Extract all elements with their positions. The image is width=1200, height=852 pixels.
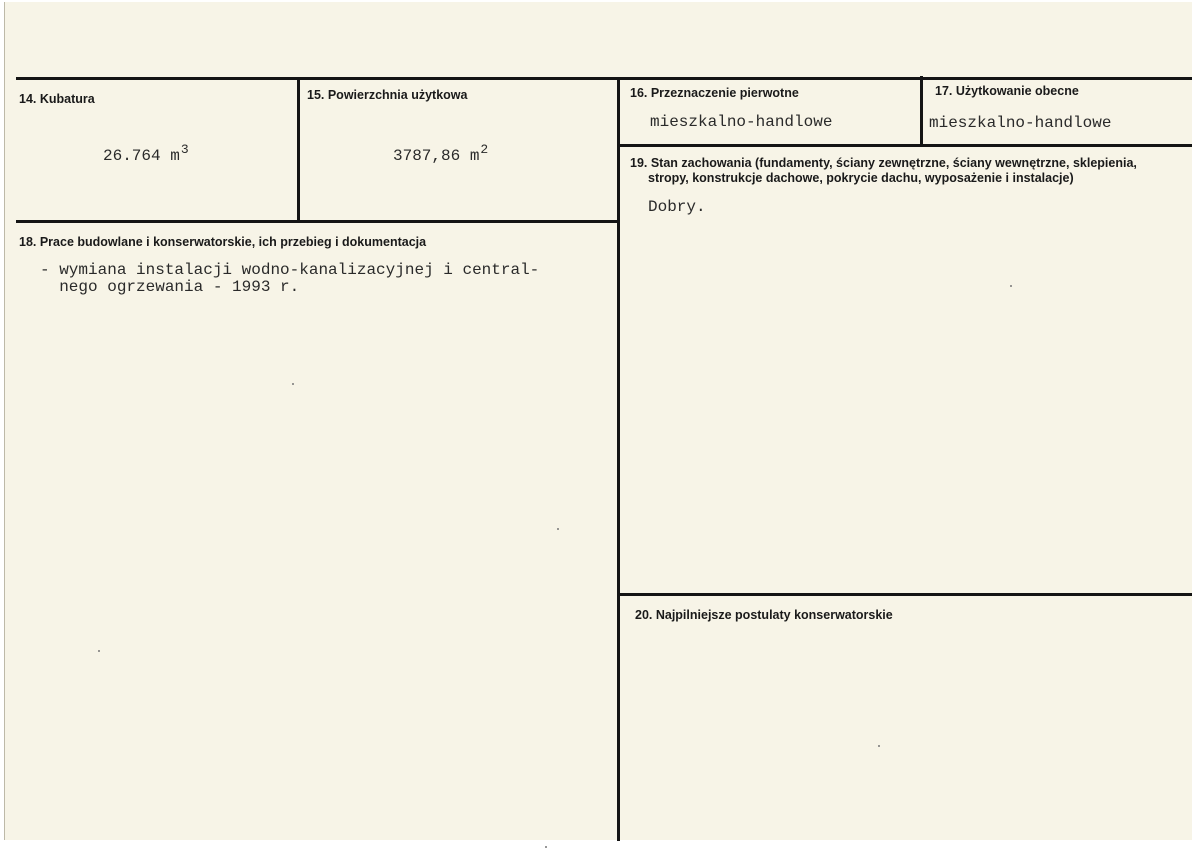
paper-speck (557, 528, 559, 530)
przeznaczenie-value: mieszkalno-handlowe (650, 113, 833, 131)
stan-label-line-2: stropy, konstrukcje dachowe, pokrycie dachu, wyposażenie i instalacje) (648, 171, 1074, 185)
prace-line-1: - wymiana instalacji wodno-kanalizacyjnej i central- (40, 261, 540, 279)
kubatura-value: 26.764 $m^3$ (103, 142, 189, 165)
prace-line-2: nego ogrzewania - 1993 r. (40, 278, 300, 296)
line-under-19 (619, 593, 1192, 596)
paper-speck (878, 745, 880, 747)
stan-label-line-1: 19. Stan zachowania (fundamenty, ściany zewnętrzne, ściany wewnętrzne, sklepienia, (630, 156, 1137, 170)
divider-14-15 (297, 79, 300, 222)
center-divider (617, 79, 620, 841)
paper-speck (545, 846, 547, 848)
przeznaczenie-label: 16. Przeznaczenie pierwotne (630, 86, 799, 100)
powierzchnia-value: 3787,86 $m^2$ (393, 142, 489, 165)
prace-label: 18. Prace budowlane i konserwatorskie, ich przebieg i dokumentacja (19, 235, 427, 249)
divider-16-17 (920, 76, 923, 146)
paper-speck (1010, 285, 1012, 287)
scan-edge (1192, 0, 1200, 852)
stan-value: Dobry. (648, 198, 706, 216)
powierzchnia-label: 15. Powierzchnia użytkowa (307, 88, 468, 102)
line-under-16-17 (619, 144, 1192, 147)
kubatura-label: 14. Kubatura (19, 92, 95, 106)
line-under-14-15 (16, 220, 620, 223)
postulaty-label: 20. Najpilniejsze postulaty konserwatorskie (635, 608, 893, 622)
card-left-edge (4, 2, 5, 840)
uzytkowanie-label: 17. Użytkowanie obecne (935, 84, 1079, 98)
powierzchnia-unit-exponent: 2 (480, 142, 489, 157)
paper-speck (292, 383, 294, 385)
kubatura-unit-exponent: 3 (180, 142, 189, 157)
uzytkowanie-value: mieszkalno-handlowe (929, 114, 1112, 132)
top-border-line (16, 77, 1192, 80)
paper-speck (98, 650, 100, 652)
